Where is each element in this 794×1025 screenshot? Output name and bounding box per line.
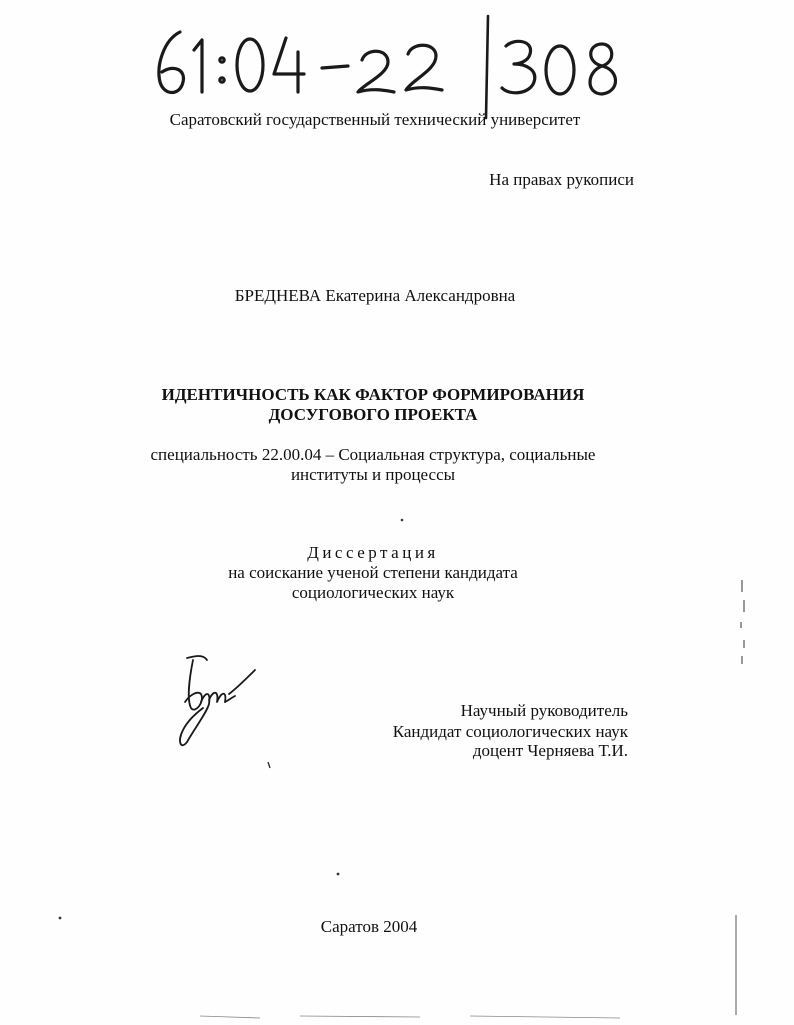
degree-line-1: на соискание ученой степени кандидата xyxy=(228,563,518,582)
specialty-line-2: институты и процессы xyxy=(290,465,456,484)
specialty-line-1: специальность 22.00.04 – Социальная структура, социальные xyxy=(150,445,596,464)
thesis-title-line-1: ИДЕНТИЧНОСТЬ КАК ФАКТОР ФОРМИРОВАНИЯ xyxy=(161,385,585,404)
manuscript-rights-note: На правах рукописи xyxy=(489,170,634,189)
supervisor-role: Научный руководитель xyxy=(460,701,628,720)
degree-line-2: социологических наук xyxy=(291,583,455,602)
thesis-title-line-2: ДОСУГОВОГО ПРОЕКТА xyxy=(268,405,478,424)
university-name: Саратовский государственный технический университет xyxy=(169,110,581,129)
supervisor-degree: Кандидат социологических наук xyxy=(392,722,628,741)
supervisor-name: доцент Черняева Т.И. xyxy=(472,741,628,760)
document-type: Диссертация xyxy=(307,543,439,562)
place-and-year: Саратов 2004 xyxy=(320,917,418,936)
author-name: БРЕДНЕВА Екатерина Александровна xyxy=(234,286,516,305)
